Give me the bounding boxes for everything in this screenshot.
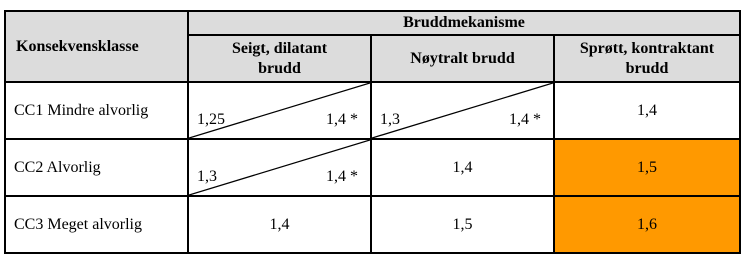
diagonal-left-value: 1,3 [380,111,400,128]
highlighted-cell-cc2-brittle: 1,5 [554,139,740,196]
column-header-ductile-line2: brudd [258,59,301,77]
diagonal-left-value: 1,25 [197,111,225,128]
row-label-cc2: CC2 Alvorlig [5,139,188,196]
group-header: Bruddmekanisme [188,11,740,35]
column-header-brittle-line1: Sprøtt, kontraktant [579,39,715,57]
column-header-brittle [554,35,740,82]
diagonal-cell-cc1-neutral [371,82,554,139]
column-header-brittle-line2: brudd [625,59,669,77]
corner-header: Konsekvensklasse [5,11,188,82]
table-row-cc1 [5,82,740,139]
table-row-cc2 [5,139,740,196]
diagonal-cell-cc2-ductile [188,139,371,196]
diagonal-right-value: 1,4 * [326,111,358,128]
column-header-ductile-line1: Seigt, dilatant [231,39,328,57]
row-label-cc3: CC3 Meget alvorlig [5,196,188,253]
column-header-neutral [371,35,554,82]
value-cell-cc3-neutral: 1,5 [371,196,554,253]
column-header-ductile [188,35,371,82]
highlighted-cell-cc3-brittle: 1,6 [554,196,740,253]
table-row-cc3 [5,196,740,253]
row-label-cc1: CC1 Mindre alvorlig [5,82,188,139]
diagonal-cell-cc1-ductile [188,82,371,139]
column-header-neutral-line1: Nøytralt brudd [410,49,515,67]
value-cell-cc2-neutral: 1,4 [371,139,554,196]
value-cell-cc3-ductile: 1,4 [188,196,371,253]
safety-factor-table-wrapper [4,10,739,250]
safety-factor-table [4,10,741,254]
diagonal-right-value: 1,4 * [326,168,358,185]
diagonal-left-value: 1,3 [197,168,217,185]
diagonal-right-value: 1,4 * [509,111,541,128]
value-cell-cc1-brittle: 1,4 [554,82,740,139]
